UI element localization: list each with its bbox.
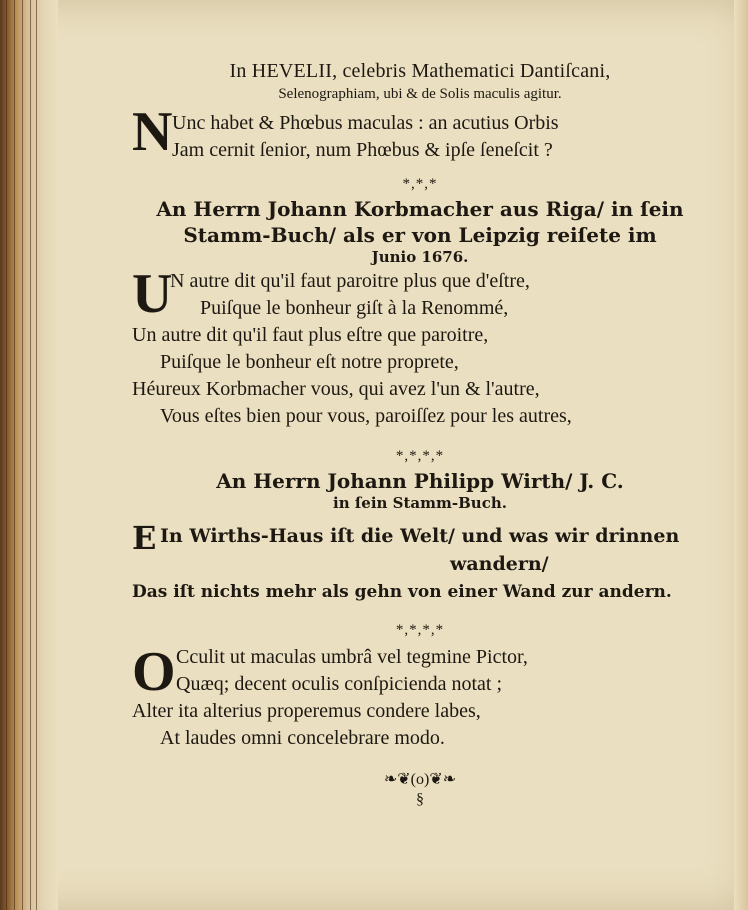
poem2-line-2: Puiſque le bonheur giſt à la Renommé, [200, 297, 509, 319]
poem2-title-line-2: Stamm-Buch/ als er von Leipzig reiſete im [183, 223, 657, 247]
book-binding [0, 0, 58, 910]
tailpiece-ornament-lower: § [416, 791, 424, 808]
poem2-verse [120, 263, 720, 438]
poem4-line-3: Alter ita alterius properemus condere labes, [132, 700, 481, 722]
poem2-line-5: Héureux Korbmacher vous, qui avez l'un & l'autre, [132, 378, 540, 400]
stars-divider-1: *,*,* [402, 176, 438, 192]
poem3-title-line-1: An Herrn Johann Philipp Wirth/ J. C. [216, 469, 624, 493]
poem2-title-line-3: Junio 1676. [371, 248, 469, 266]
poem3-line-2: wandern/ [450, 553, 549, 575]
page-edge [734, 0, 748, 910]
poem4-line-4: At laudes omni concelebrare modo. [160, 727, 445, 749]
poem3-line-3: Das iſt nichts mehr als gehn von einer Wand zur andern. [132, 582, 672, 602]
poem3-dropcap: E [132, 519, 157, 557]
poem2-line-6: Vous eſtes bien pour vous, paroiſſez pour les autres, [160, 405, 572, 427]
poem3-verse [120, 519, 720, 610]
stars-divider-2: *,*,*,* [395, 448, 445, 464]
poem2-title-line-1: An Herrn Johann Korbmacher aus Riga/ in ſein [156, 197, 684, 221]
poem2-line-1: N autre dit qu'il faut paroitre plus que d'eſtre, [170, 270, 530, 292]
poem1-title: In HEVELII, celebris Mathematici Dantiſcani, [229, 60, 611, 82]
tailpiece-ornament: ❧❦(o)❦❧ [383, 771, 457, 788]
poem1-dropcap: N [132, 101, 173, 163]
poem3-title-line-2: in ſein Stamm-Buch. [333, 494, 507, 512]
poem4-dropcap: O [132, 641, 176, 703]
poem2-line-4: Puiſque le bonheur eſt notre proprete, [160, 351, 459, 373]
poem1-line-2: Jam cernit ſenior, num Phœbus & ipſe ſeneſcit ? [172, 139, 553, 161]
poem1-line-1: Unc habet & Phœbus maculas : an acutius Orbis [172, 112, 559, 134]
poem4-line-2: Quæq; decent oculis conſpicienda notat ; [176, 673, 503, 695]
poem4-verse [120, 641, 720, 756]
poem2-line-3: Un autre dit qu'il faut plus eſtre que paroitre, [132, 324, 489, 346]
poem3-line-1: In Wirths-Haus iſt die Welt/ und was wir drinnen [160, 525, 680, 547]
poem2-dropcap: U [132, 263, 173, 325]
poem1-verse [120, 101, 720, 166]
poem4-line-1: Cculit ut maculas umbrâ vel tegmine Pictor, [176, 646, 528, 668]
poem1-subtitle: Selenographiam, ubi & de Solis maculis agitur. [278, 86, 562, 102]
stars-divider-3: *,*,*,* [395, 622, 445, 638]
page-content [120, 58, 720, 810]
